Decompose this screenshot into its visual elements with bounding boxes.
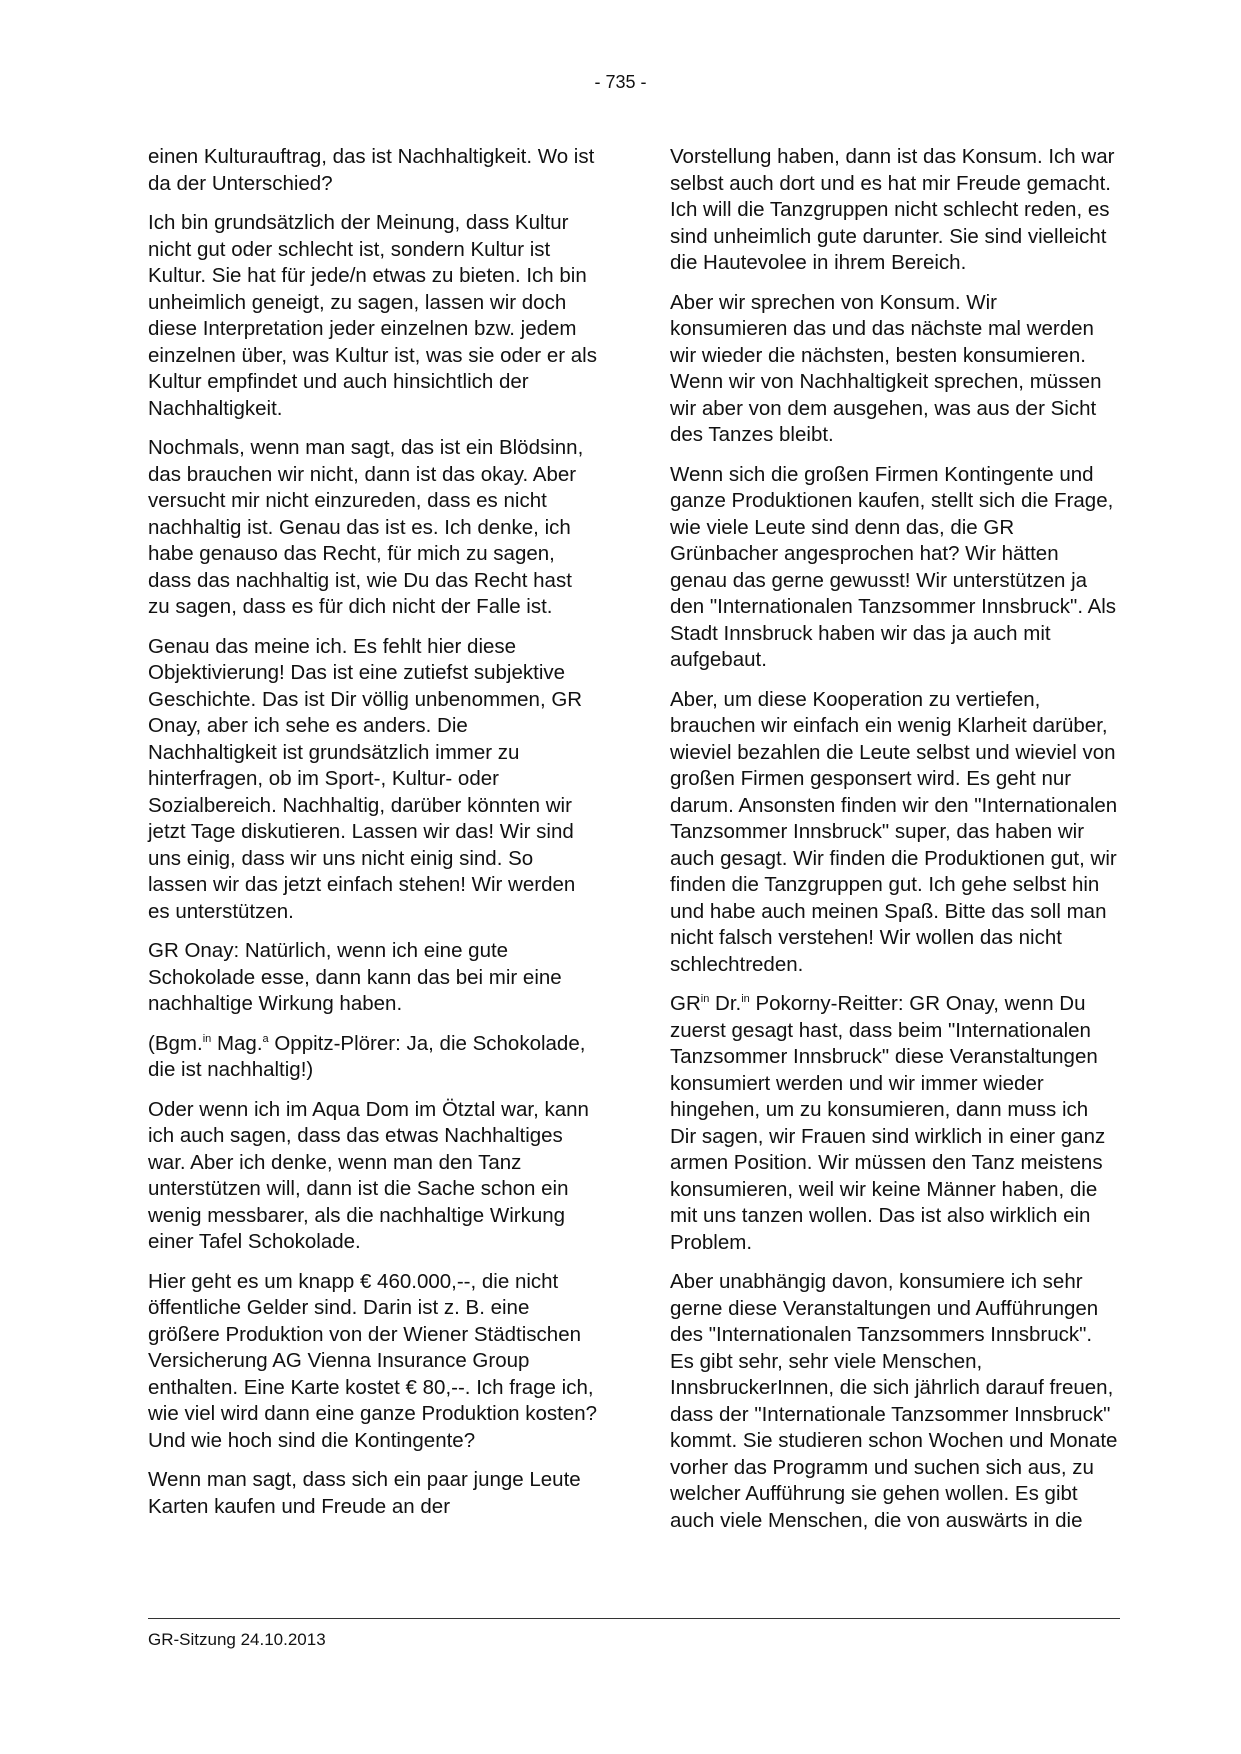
dr-prefix: Dr. [709, 992, 742, 1015]
paragraph: Ich bin grundsätzlich der Meinung, dass Kultur nicht gut oder schlecht ist, sondern Kultur ist Kultur. Sie hat für jede/n etwas zu bieten. Ich bin unheimlich geneigt, zu sagen, lassen wir doch diese Interpretation jeder einzelnen bzw. jedem einzelnen über, was Kultur ist, was sie oder er als Kultur empfindet und auch hinsichtlich der Nachhaltigkeit. [148, 211, 597, 420]
paragraph: Oder wenn ich im Aqua Dom im Ötztal war, kann ich auch sagen, dass das etwas Nachhaltiges war. Aber ich denke, wenn man den Tanz unterstützen will, dann ist die Sache schon ein wenig messbarer, als die nachhaltige Wirkung einer Tafel Schokolade. [148, 1097, 589, 1253]
paragraph-speaker [670, 991, 1120, 1256]
mag-sup: a [262, 1032, 269, 1045]
page-number: - 735 - [594, 72, 647, 92]
dr-sup: in [741, 993, 750, 1006]
paragraph-interjection [148, 1031, 598, 1084]
right-column [670, 144, 1120, 1547]
paragraph: Genau das meine ich. Es fehlt hier diese Objektivierung! Das ist eine zutiefst subjektive Geschichte. Das ist Dir völlig unbenommen, GR Onay, aber ich sehe es anders. Die Nachhaltigkeit ist grundsätzlich immer zu hinterfragen, ob im Sport-, Kultur- oder Sozialbereich. Nachhaltig, darüber könnten wir jetzt Tage diskutieren. Lassen wir das! Wir sind uns einig, dass wir uns nicht einig sind. So lassen wir das jetzt einfach stehen! Wir werden es unterstützen. [148, 634, 583, 923]
footer-text: GR-Sitzung 24.10.2013 [148, 1630, 326, 1649]
paragraph: Aber wir sprechen von Konsum. Wir konsumieren das und das nächste mal werden wir wieder die nächsten, besten konsumieren. Wenn wir von Nachhaltigkeit sprechen, müssen wir aber von dem ausgehen, was aus der Sicht des Tanzes bleibt. [670, 290, 1102, 446]
paragraph: Aber unabhängig davon, konsumiere ich sehr gerne diese Veranstaltungen und Aufführungen des "Internationalen Tanzsommers Innsbruck". Es gibt sehr, sehr viele Menschen, InnsbruckerInnen, die sich jährlich darauf freuen, dass der "Internationale Tanzsommer Innsbruck" kommt. Sie studieren schon Wochen und Monate vorher das Programm und suchen sich aus, zu welcher Aufführung sie gehen wollen. Es gibt auch viele Menschen, die von auswärts in die [670, 1270, 1118, 1532]
paragraph: GR Onay: Natürlich, wenn ich eine gute Schokolade esse, dann kann das bei mir eine nachhaltige Wirkung haben. [148, 939, 562, 1015]
paragraph: Wenn man sagt, dass sich ein paar junge Leute Karten kaufen und Freude an der [148, 1468, 581, 1518]
gr-sup: in [700, 993, 710, 1006]
paragraph: Nochmals, wenn man sagt, das ist ein Blödsinn, das brauchen wir nicht, dann ist das okay. Aber versucht mir nicht einzureden, dass es nicht nachhaltig ist. Genau das ist es. Ich denke, ich habe genauso das Recht, für mich zu sagen, dass das nachhaltig ist, wie Du das Recht hast zu sagen, dass es für dich nicht der Falle ist. [148, 436, 584, 618]
speaker-text: Pokorny-Reitter: GR Onay, wenn Du zuerst gesagt hast, dass beim "Internationalen Tanzsommer Innsbruck" diese Veranstaltungen konsumiert werden und wir immer wieder hingehen, um zu konsumieren, dann muss ich Dir sagen, wir Frauen sind wirklich in einer ganz armen Position. Wir müssen den Tanz meistens konsumieren, weil wir keine Männer haben, die mit uns tanzen wollen. Das ist also wirklich ein Problem. [670, 992, 1106, 1254]
mag-prefix: Mag. [211, 1031, 263, 1055]
paragraph: Wenn sich die großen Firmen Kontingente und ganze Produktionen kaufen, stellt sich die Frage, wie viele Leute sind denn das, die GR Grünbacher angesprochen hat? Wir hätten genau das gerne gewusst! Wir unterstützen ja den "Internationalen Tanzsommer Innsbruck". Als Stadt Innsbruck haben wir das ja auch mit aufgebaut. [670, 462, 1117, 671]
bgm-prefix: (Bgm. [148, 1031, 203, 1055]
interjection-text: Oppitz-Plörer: Ja, die Schokolade, die ist nachhaltig!) [148, 1031, 586, 1081]
paragraph: Vorstellung haben, dann ist das Konsum. Ich war selbst auch dort und es hat mir Freude gemacht. Ich will die Tanzgruppen nicht schlecht reden, es sind unheimlich gute darunter. Sie sind vielleicht die Hautevolee in ihrem Bereich. [670, 145, 1115, 274]
bgm-sup: in [202, 1032, 212, 1045]
paragraph: Aber, um diese Kooperation zu vertiefen, brauchen wir einfach ein wenig Klarheit darüber, wieviel bezahlen die Leute selbst und wieviel von großen Firmen gesponsert wird. Es geht nur darum. Ansonsten finden wir den "Internationalen Tanzsommer Innsbruck" super, das haben wir auch gesagt. Wir finden die Produktionen gut, wir finden die Tanzgruppen gut. Ich gehe selbst hin und habe auch meinen Spaß. Bitte das soll man nicht falsch verstehen! Wir wollen das nicht schlechtreden. [670, 687, 1118, 976]
footer-divider [148, 1618, 1120, 1619]
paragraph: Hier geht es um knapp € 460.000,--, die nicht öffentliche Gelder sind. Darin ist z. B. eine größere Produktion von der Wiener Städtischen Versicherung AG Vienna Insurance Group enthalten. Eine Karte kostet € 80,--. Ich frage ich, wie viel wird dann eine ganze Produktion kosten? Und wie hoch sind die Kontingente? [148, 1269, 597, 1452]
gr-prefix: GR [670, 992, 701, 1015]
left-column [148, 144, 598, 1533]
paragraph: einen Kulturauftrag, das ist Nachhaltigkeit. Wo ist da der Unterschied? [148, 145, 595, 195]
